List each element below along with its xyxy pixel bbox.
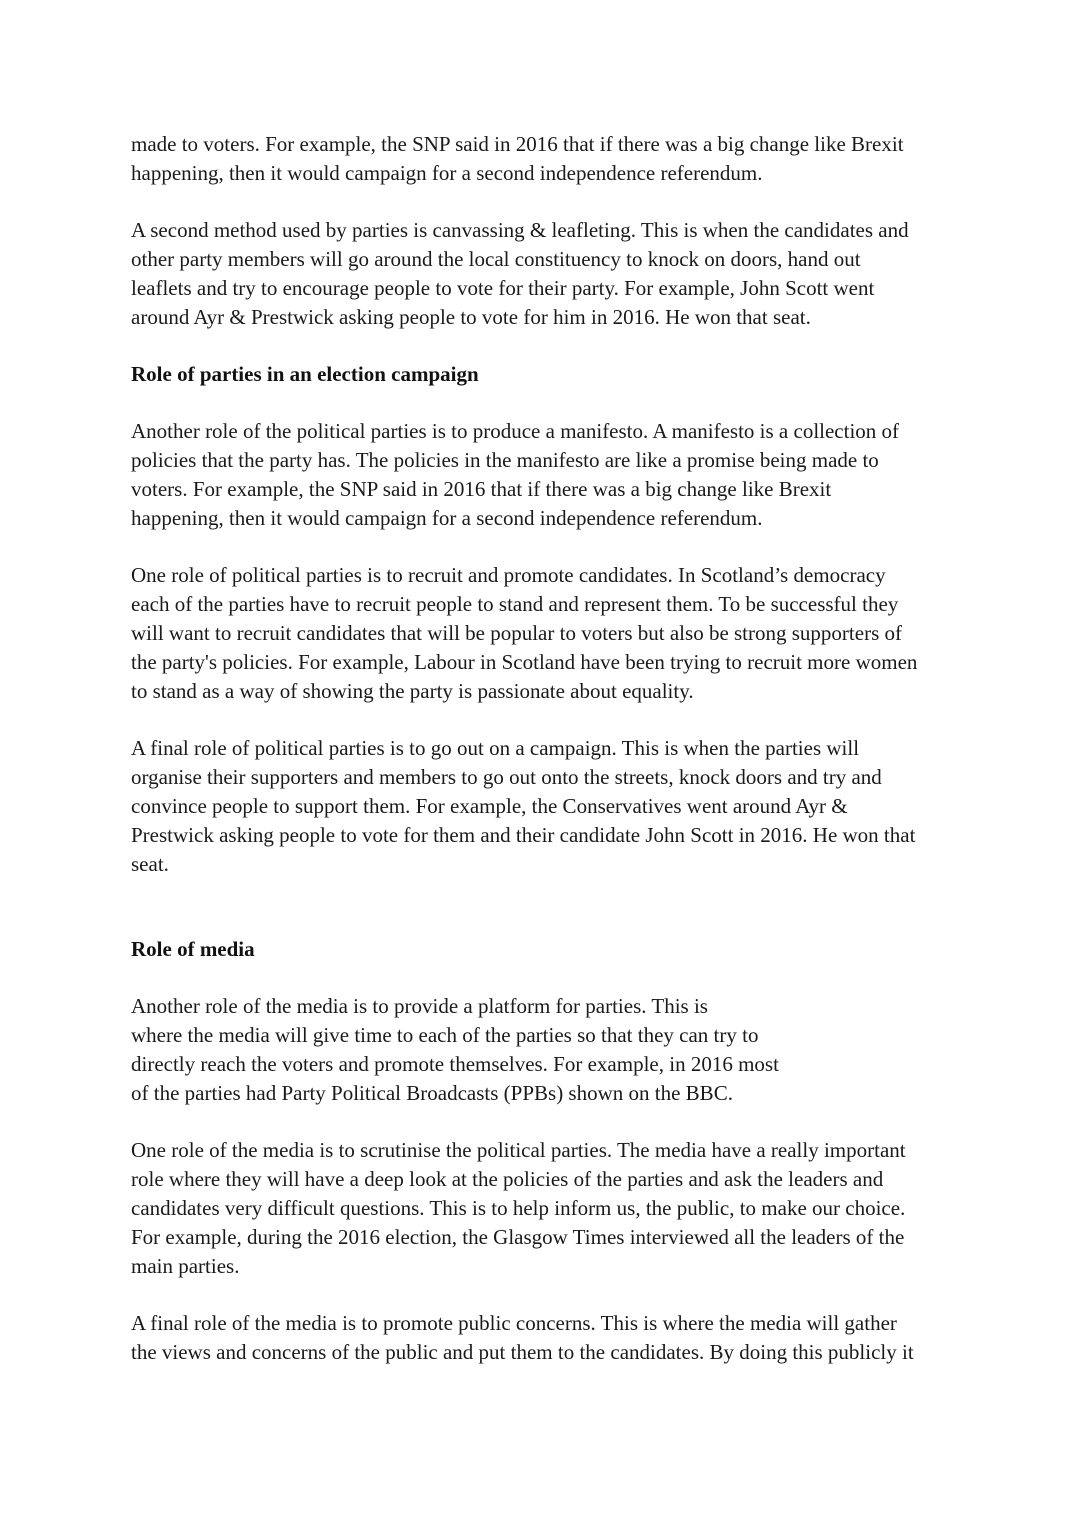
paragraph-manifesto: Another role of the political parties is to produce a manifesto. A manifesto is a collection of policies that the party has. The policies in the manifesto are like a promise being made to voters. For example, the SNP said in 2016 that if there was a big change like Brexit happening, then it would campaign for a second independence referendum. <box>131 419 900 530</box>
paragraph-canvassing: A second method used by parties is canvassing & leafleting. This is when the candidates and other party members will go around the local constituency to knock on doors, hand out leaflets and try to encourage people to vote for their party. For example, John Scott went around Ayr & Prestwick asking people to vote for him in 2016. He won that seat. <box>131 218 909 329</box>
paragraph-campaign: A final role of political parties is to go out on a campaign. This is when the parties will organise their supporters and members to go out onto the streets, knock doors and try and convince people to support them. For example, the Conservatives went around Ayr & Prestwick asking people to vote for them and their candidate John Scott in 2016. He won that seat. <box>131 736 916 876</box>
paragraph-scrutinise: One role of the media is to scrutinise the political parties. The media have a really important role where they will have a deep look at the policies of the parties and ask the leaders and candidates very difficult questions. This is to help inform us, the public, to make our choice. For example, during the 2016 election, the Glasgow Times interviewed all the leaders of the main parties. <box>131 1138 906 1278</box>
section-spacer <box>131 907 961 935</box>
paragraph-intro-tail: made to voters. For example, the SNP said in 2016 that if there was a big change like Brexit happening, then it would campaign for a second independence referendum. <box>131 132 904 185</box>
paragraph-platform: Another role of the media is to provide a platform for parties. This is where the media will give time to each of the parties so that they can try to directly reach the voters and promote themselves. For example, in 2016 most of the parties had Party Political Broadcasts (PPBs) shown on the BBC. <box>131 994 779 1105</box>
paragraph-recruit-candidates: One role of political parties is to recruit and promote candidates. In Scotland’s democracy each of the parties have to recruit people to stand and represent them. To be successful they will want to recruit candidates that will be popular to voters but also be strong supporters of the party's policies. For example, Labour in Scotland have been trying to recruit more women to stand as a way of showing the party is passionate about equality. <box>131 563 918 703</box>
paragraph-public-concerns: A final role of the media is to promote public concerns. This is where the media will gather the views and concerns of the public and put them to the candidates. By doing this publicly it <box>131 1311 914 1364</box>
heading-role-of-parties: Role of parties in an election campaign <box>131 362 479 386</box>
document-body <box>131 130 961 1395</box>
heading-role-of-media: Role of media <box>131 937 255 961</box>
